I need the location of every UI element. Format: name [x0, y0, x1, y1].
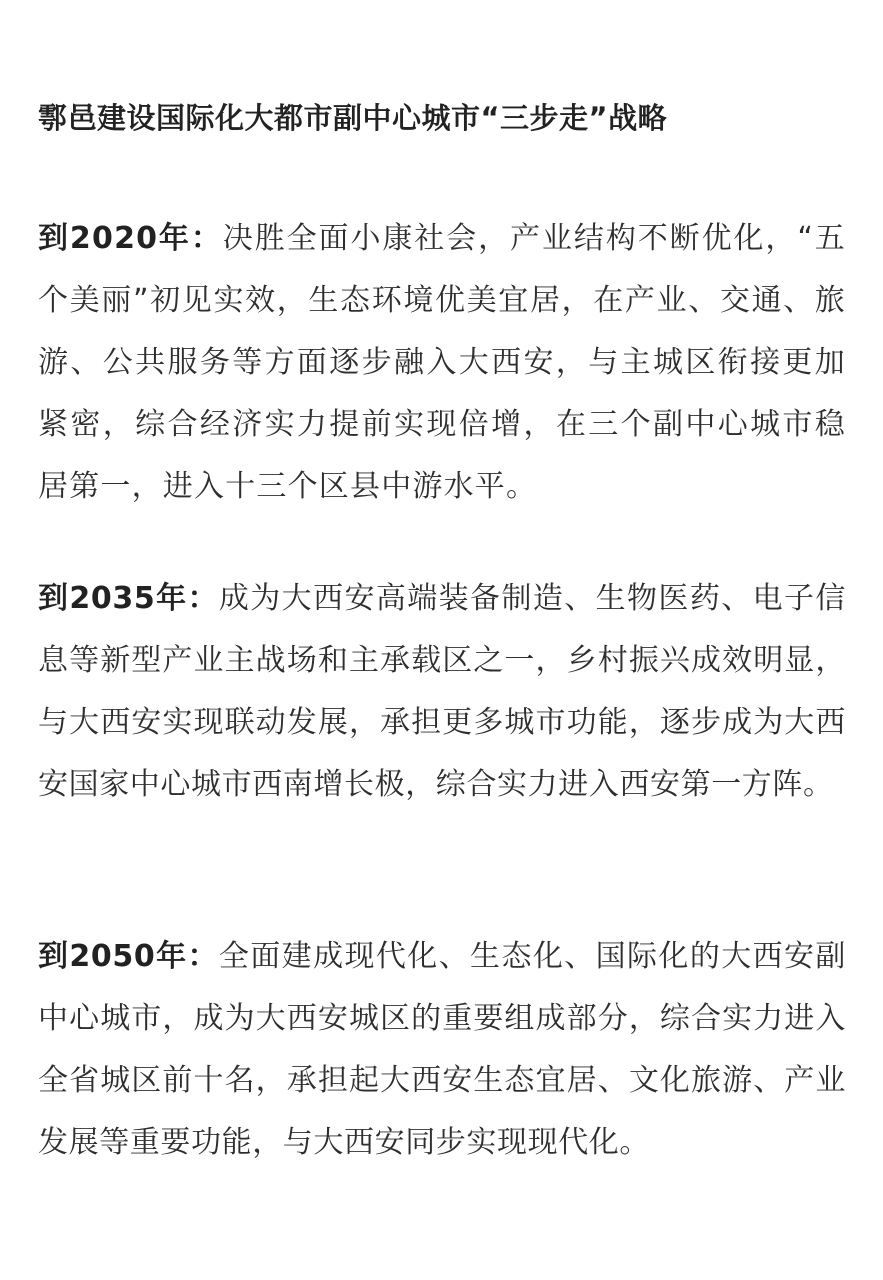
section-lead-2035: 到2035年： — [38, 581, 219, 616]
section-lead-2020: 到2020年： — [38, 221, 223, 256]
section-2050 — [38, 926, 846, 1174]
section-lead-2050: 到2050年： — [38, 939, 219, 974]
section-body-2050: 全面建成现代化、生态化、国际化的大西安副中心城市，成为大西安城区的重要组成部分，综合实力进入全省城区前十名，承担起大西安生态宜居、文化旅游、产业发展等重要功能，与大西安同步实现现代化。 — [38, 939, 847, 1160]
section-2020 — [38, 208, 846, 518]
section-body-2035: 成为大西安高端装备制造、生物医药、电子信息等新型产业主战场和主承载区之一，乡村振兴成效明显，与大西安实现联动发展，承担更多城市功能，逐步成为大西安国家中心城市西南增长极，综合实力进入西安第一方阵。 — [38, 581, 847, 802]
article-title: 鄠邑建设国际化大都市副中心城市“三步走”战略 — [38, 101, 668, 135]
section-body-2020: 决胜全面小康社会，产业结构不断优化，“五个美丽”初见实效，生态环境优美宜居，在产业、交通、旅游、公共服务等方面逐步融入大西安，与主城区衔接更加紧密，综合经济实力提前实现倍增，在三个副中心城市稳居第一，进入十三个区县中游水平。 — [38, 221, 846, 504]
section-2035 — [38, 568, 846, 816]
